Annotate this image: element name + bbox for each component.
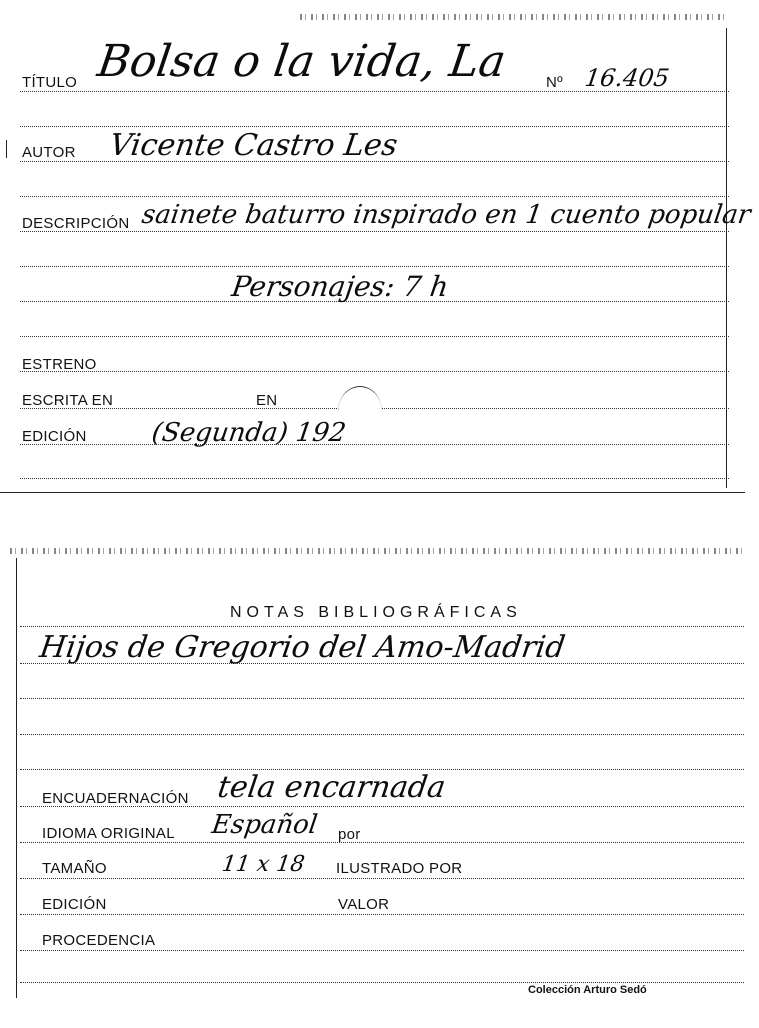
card-left-border <box>16 558 17 998</box>
blank-line <box>20 452 729 479</box>
titulo-label: TÍTULO <box>22 74 78 91</box>
autor-label: AUTOR <box>22 144 76 161</box>
autor-value: Vicente Castro Les <box>107 128 400 163</box>
descripcion-label: DESCRIPCIÓN <box>22 215 130 232</box>
blank-line <box>20 708 744 735</box>
coleccion-label: Colección Arturo Sedó <box>528 984 647 996</box>
escrita-label: ESCRITA EN <box>22 392 114 409</box>
titulo-value: Bolsa o la vida, La <box>94 36 509 87</box>
catalog-card-front <box>0 0 759 500</box>
card-bottom-edge <box>0 492 745 493</box>
editor-row <box>20 600 744 627</box>
estreno-label: ESTRENO <box>22 356 97 373</box>
tamano-label: TAMAÑO <box>42 860 107 877</box>
procedencia-label: PROCEDENCIA <box>42 932 156 949</box>
editor-line <box>20 637 744 664</box>
edicion-label: EDICIÓN <box>22 428 87 445</box>
numero-label: Nº <box>546 74 563 91</box>
catalog-card-back <box>0 540 759 1028</box>
edicion2-label: EDICIÓN <box>42 896 107 913</box>
encuadernacion-label: ENCUADERNACIÓN <box>42 790 189 807</box>
blank-line <box>20 956 744 983</box>
blank-line <box>20 672 744 699</box>
numero-value: 16.405 <box>583 64 671 92</box>
descripcion-value: sainete baturro inspirado en 1 cuento popular <box>139 200 753 230</box>
notas-heading: NOTAS BIBLIOGRÁFICAS <box>230 604 522 621</box>
ilustrado-label: ILUSTRADO POR <box>336 860 463 877</box>
estreno-row <box>20 345 729 372</box>
blank-line <box>20 170 729 197</box>
idioma-label: IDIOMA ORIGINAL <box>42 825 175 842</box>
por-label: por <box>338 826 361 843</box>
valor-label: VALOR <box>338 896 390 913</box>
editor-value: Hijos de Gregorio del Amo-Madrid <box>37 630 568 665</box>
en-label: EN <box>256 392 278 409</box>
blank-line <box>20 310 729 337</box>
blank-line <box>20 240 729 267</box>
edicion-value: (Segunda) 192 <box>149 418 348 448</box>
edicion-row <box>20 418 729 445</box>
tamano-value: 11 x 18 <box>220 852 307 877</box>
personajes-value: Personajes: 7 h <box>229 270 451 303</box>
top-edge-noise <box>10 548 744 554</box>
blank-line <box>20 743 744 770</box>
left-tick <box>6 140 7 158</box>
encuadernacion-value: tela encarnada <box>215 770 448 805</box>
idioma-value: Español <box>209 810 320 840</box>
blank-line <box>20 100 729 127</box>
top-edge-noise <box>300 14 729 20</box>
